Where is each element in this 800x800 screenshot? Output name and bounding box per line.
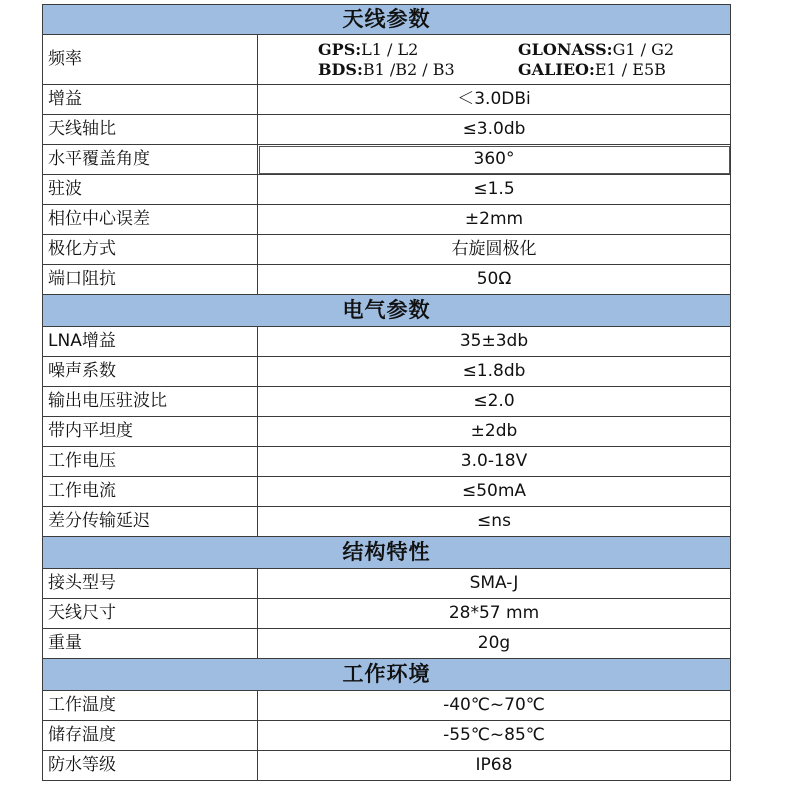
spec-row <box>43 205 731 235</box>
gnss-system: GLONASS: <box>518 39 613 59</box>
frequency-band <box>318 39 518 59</box>
gnss-system: GPS: <box>318 39 362 59</box>
section-header <box>43 5 731 35</box>
spec-row <box>43 629 731 659</box>
spec-value <box>258 35 731 85</box>
spec-label: 防水等级 <box>43 751 258 781</box>
spec-row <box>43 85 731 115</box>
spec-label: 噪声系数 <box>43 357 258 387</box>
frequency-band <box>518 59 718 79</box>
spec-row <box>43 599 731 629</box>
spec-label: 天线尺寸 <box>43 599 258 629</box>
spec-row <box>43 477 731 507</box>
section-header <box>43 659 731 691</box>
section-title: 电气参数 <box>43 295 731 327</box>
section-title: 工作环境 <box>43 659 731 691</box>
spec-value: -55℃~85℃ <box>258 721 731 751</box>
spec-label: 重量 <box>43 629 258 659</box>
spec-value: ≤3.0db <box>258 115 731 145</box>
spec-row <box>43 691 731 721</box>
section-header <box>43 295 731 327</box>
spec-value: 50Ω <box>258 265 731 295</box>
section-title: 天线参数 <box>43 5 731 35</box>
spec-label: 极化方式 <box>43 235 258 265</box>
spec-value: SMA-J <box>258 569 731 599</box>
spec-row <box>43 751 731 781</box>
spec-value: -40℃~70℃ <box>258 691 731 721</box>
spec-label: 增益 <box>43 85 258 115</box>
section-title: 结构特性 <box>43 537 731 569</box>
spec-value: 35±3db <box>258 327 731 357</box>
spec-value: ≤1.5 <box>258 175 731 205</box>
spec-row <box>43 721 731 751</box>
section-header <box>43 537 731 569</box>
spec-value: 28*57 mm <box>258 599 731 629</box>
gnss-system: BDS: <box>318 59 363 79</box>
spec-value: ±2mm <box>258 205 731 235</box>
spec-value: IP68 <box>258 751 731 781</box>
spec-label: 驻波 <box>43 175 258 205</box>
spec-label: 差分传输延迟 <box>43 507 258 537</box>
spec-label: 相位中心误差 <box>43 205 258 235</box>
spec-label: 工作温度 <box>43 691 258 721</box>
spec-label: 接头型号 <box>43 569 258 599</box>
spec-value: ≤ns <box>258 507 731 537</box>
spec-value: ≤1.8db <box>258 357 731 387</box>
spec-row <box>43 235 731 265</box>
spec-row <box>43 115 731 145</box>
spec-label: 水平覆盖角度 <box>43 145 258 175</box>
gnss-bands: B1 /B2 / B3 <box>362 59 455 79</box>
spec-row <box>43 417 731 447</box>
spec-value: 3.0-18V <box>258 447 731 477</box>
spec-label: 输出电压驻波比 <box>43 387 258 417</box>
spec-row <box>43 387 731 417</box>
spec-value: ≤2.0 <box>258 387 731 417</box>
spec-row <box>43 447 731 477</box>
gnss-bands: G1 / G2 <box>612 39 675 59</box>
spec-label: LNA增益 <box>43 327 258 357</box>
frequency-bands <box>318 39 730 79</box>
spec-table <box>42 4 731 781</box>
frequency-band <box>318 59 518 79</box>
spec-value: ＜3.0DBi <box>258 85 731 115</box>
spec-label: 储存温度 <box>43 721 258 751</box>
gnss-system: GALIEO: <box>518 59 595 79</box>
spec-value: 20g <box>258 629 731 659</box>
spec-label: 端口阻抗 <box>43 265 258 295</box>
spec-row <box>43 569 731 599</box>
spec-label: 工作电压 <box>43 447 258 477</box>
spec-row <box>43 357 731 387</box>
spec-row <box>43 175 731 205</box>
spec-label: 频率 <box>43 35 258 85</box>
spec-row <box>43 265 731 295</box>
spec-value: 360° <box>258 145 731 175</box>
gnss-bands: E1 / E5B <box>594 59 666 79</box>
frequency-band <box>518 39 718 59</box>
spec-label: 工作电流 <box>43 477 258 507</box>
spec-row <box>43 145 731 175</box>
spec-row <box>43 507 731 537</box>
gnss-bands: L1 / L2 <box>361 39 419 59</box>
spec-row <box>43 327 731 357</box>
spec-label: 天线轴比 <box>43 115 258 145</box>
spec-value: ±2db <box>258 417 731 447</box>
spec-value: ≤50mA <box>258 477 731 507</box>
spec-label: 带内平坦度 <box>43 417 258 447</box>
spec-value: 右旋圆极化 <box>258 235 731 265</box>
spec-row <box>43 35 731 85</box>
